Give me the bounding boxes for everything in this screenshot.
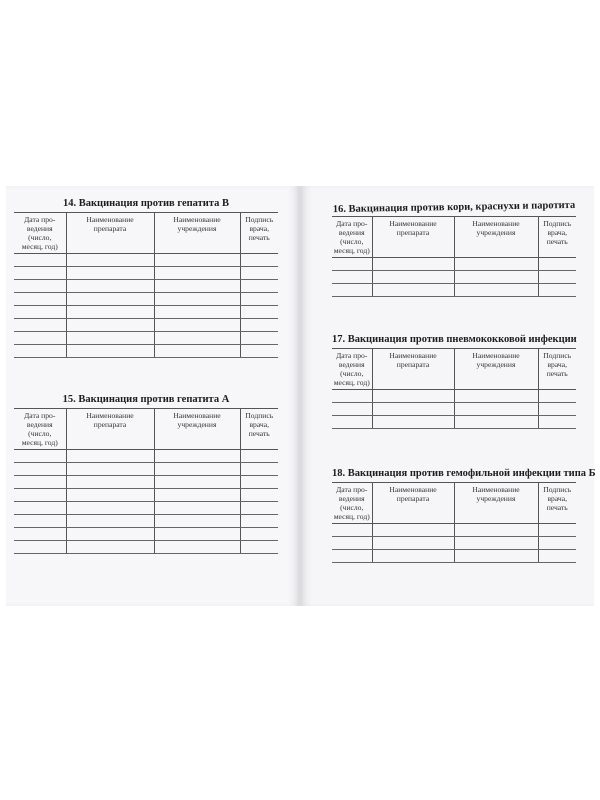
table-cell (454, 271, 538, 284)
col-drug: Наименование препарата (372, 217, 454, 258)
table-cell (154, 293, 240, 306)
table-cell (372, 390, 454, 403)
table-cell (538, 416, 576, 429)
table-cell (538, 524, 576, 537)
table-cell (66, 280, 154, 293)
table-cell (14, 515, 66, 528)
section-pneumococcal (332, 334, 576, 429)
table-row (14, 319, 278, 332)
vaccination-table (332, 348, 576, 429)
table-cell (332, 537, 372, 550)
table-cell (154, 450, 240, 463)
table-cell (66, 515, 154, 528)
section-title: 18. Вакцинация против гемофильной инфекции типа Б (332, 468, 596, 479)
table-header-row (14, 213, 278, 254)
table-cell (538, 284, 576, 297)
table-row (14, 502, 278, 515)
table-row (14, 306, 278, 319)
section-hepatitis-a (14, 394, 278, 554)
table-cell (240, 450, 278, 463)
table-cell (14, 332, 66, 345)
table-cell (372, 258, 454, 271)
section-title: 17. Вакцинация против пневмококковой инфекции (332, 334, 577, 345)
table-cell (332, 524, 372, 537)
table-cell (538, 271, 576, 284)
table-row (332, 403, 576, 416)
table-row (14, 280, 278, 293)
table-cell (332, 284, 372, 297)
table-row (14, 267, 278, 280)
table-cell (66, 450, 154, 463)
table-cell (454, 537, 538, 550)
table-cell (240, 463, 278, 476)
section-hib (332, 468, 596, 563)
table-cell (14, 254, 66, 267)
table-cell (154, 306, 240, 319)
table-cell (332, 550, 372, 563)
table-cell (454, 524, 538, 537)
table-row (332, 416, 576, 429)
table-cell (538, 550, 576, 563)
table-body (332, 390, 576, 429)
table-body (14, 254, 278, 358)
table-cell (66, 345, 154, 358)
table-cell (240, 528, 278, 541)
table-cell (154, 502, 240, 515)
table-row (14, 345, 278, 358)
table-cell (66, 306, 154, 319)
table-body (332, 258, 576, 297)
table-cell (154, 489, 240, 502)
col-signature: Подпись врача, печать (538, 217, 576, 258)
table-cell (14, 489, 66, 502)
table-cell (66, 528, 154, 541)
table-cell (240, 489, 278, 502)
table-row (14, 515, 278, 528)
col-institution: Наименование учреждения (154, 409, 240, 450)
booklet-spread (6, 186, 594, 606)
table-cell (66, 319, 154, 332)
table-cell (14, 267, 66, 280)
col-signature: Подпись врача, печать (240, 213, 278, 254)
section-title: 15. Вакцинация против гепатита А (62, 394, 230, 405)
col-institution: Наименование учреждения (454, 483, 538, 524)
table-row (14, 528, 278, 541)
table-cell (240, 267, 278, 280)
table-cell (372, 537, 454, 550)
table-cell (14, 450, 66, 463)
table-row (14, 450, 278, 463)
table-cell (372, 271, 454, 284)
section-hepatitis-b (14, 198, 278, 358)
table-header-row (14, 409, 278, 450)
table-row (332, 271, 576, 284)
table-cell (240, 254, 278, 267)
table-cell (332, 416, 372, 429)
table-cell (154, 254, 240, 267)
table-cell (240, 280, 278, 293)
table-cell (332, 271, 372, 284)
table-cell (66, 332, 154, 345)
table-body (332, 524, 576, 563)
vaccination-table (332, 216, 576, 297)
col-signature: Подпись врача, печать (240, 409, 278, 450)
table-cell (14, 541, 66, 554)
table-cell (332, 403, 372, 416)
table-cell (454, 403, 538, 416)
table-cell (154, 319, 240, 332)
table-row (332, 390, 576, 403)
table-cell (454, 258, 538, 271)
table-cell (372, 550, 454, 563)
table-cell (66, 267, 154, 280)
table-cell (372, 416, 454, 429)
table-cell (14, 476, 66, 489)
col-date: Дата про- ведения (число, месяц, год) (332, 483, 372, 524)
table-row (332, 537, 576, 550)
section-title: 16. Вакцинация против кори, краснухи и паротита (332, 199, 576, 216)
table-cell (14, 280, 66, 293)
table-cell (240, 306, 278, 319)
col-institution: Наименование учреждения (154, 213, 240, 254)
col-date: Дата про- ведения (число, месяц, год) (332, 217, 372, 258)
table-cell (66, 476, 154, 489)
col-drug: Наименование препарата (66, 409, 154, 450)
col-signature: Подпись врача, печать (538, 349, 576, 390)
table-body (14, 450, 278, 554)
table-cell (240, 345, 278, 358)
table-cell (66, 293, 154, 306)
table-header-row (332, 217, 576, 258)
table-row (14, 476, 278, 489)
table-cell (372, 403, 454, 416)
table-row (14, 293, 278, 306)
table-row (332, 284, 576, 297)
table-header-row (332, 349, 576, 390)
vaccination-table (14, 212, 278, 358)
table-cell (240, 515, 278, 528)
table-cell (66, 502, 154, 515)
table-cell (14, 502, 66, 515)
vaccination-table (332, 482, 576, 563)
table-cell (538, 403, 576, 416)
col-drug: Наименование препарата (372, 349, 454, 390)
col-institution: Наименование учреждения (454, 349, 538, 390)
table-cell (66, 489, 154, 502)
table-cell (154, 463, 240, 476)
table-cell (154, 528, 240, 541)
table-row (14, 254, 278, 267)
table-cell (372, 284, 454, 297)
table-row (14, 489, 278, 502)
table-cell (454, 416, 538, 429)
table-cell (454, 390, 538, 403)
table-cell (14, 306, 66, 319)
table-cell (14, 463, 66, 476)
table-cell (454, 550, 538, 563)
col-institution: Наименование учреждения (454, 217, 538, 258)
table-cell (538, 537, 576, 550)
right-page (302, 186, 594, 606)
table-cell (240, 293, 278, 306)
table-row (14, 332, 278, 345)
table-cell (14, 319, 66, 332)
col-date: Дата про- ведения (число, месяц, год) (14, 409, 66, 450)
table-cell (154, 476, 240, 489)
table-cell (14, 528, 66, 541)
table-cell (14, 345, 66, 358)
table-cell (332, 390, 372, 403)
table-cell (154, 267, 240, 280)
table-cell (240, 319, 278, 332)
left-page (6, 186, 298, 606)
table-cell (240, 502, 278, 515)
col-signature: Подпись врача, печать (538, 483, 576, 524)
table-cell (66, 463, 154, 476)
col-date: Дата про- ведения (число, месяц, год) (14, 213, 66, 254)
table-row (332, 258, 576, 271)
table-cell (240, 541, 278, 554)
table-cell (332, 258, 372, 271)
table-row (332, 524, 576, 537)
table-row (332, 550, 576, 563)
table-cell (154, 541, 240, 554)
table-cell (154, 280, 240, 293)
section-title: 14. Вакцинация против гепатита В (62, 198, 230, 209)
table-cell (14, 293, 66, 306)
col-drug: Наименование препарата (66, 213, 154, 254)
table-row (14, 541, 278, 554)
table-cell (66, 541, 154, 554)
col-drug: Наименование препарата (372, 483, 454, 524)
table-cell (154, 332, 240, 345)
table-row (14, 463, 278, 476)
section-mmr (332, 199, 576, 297)
table-cell (240, 332, 278, 345)
table-cell (538, 258, 576, 271)
table-cell (454, 284, 538, 297)
col-date: Дата про- ведения (число, месяц, год) (332, 349, 372, 390)
table-cell (372, 524, 454, 537)
table-cell (154, 345, 240, 358)
table-cell (154, 515, 240, 528)
table-cell (66, 254, 154, 267)
table-header-row (332, 483, 576, 524)
table-cell (538, 390, 576, 403)
vaccination-table (14, 408, 278, 554)
table-cell (240, 476, 278, 489)
